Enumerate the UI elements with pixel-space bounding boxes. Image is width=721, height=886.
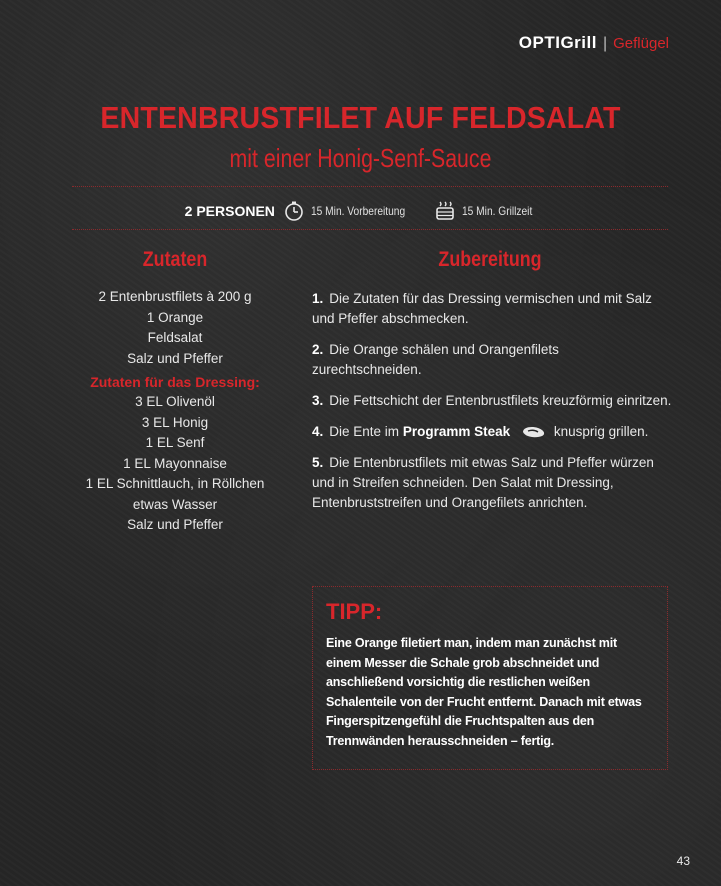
step-3 <box>312 391 672 411</box>
preparation-steps <box>312 289 672 524</box>
step-1 <box>312 289 672 329</box>
tip-title: TIPP: <box>326 599 383 624</box>
prep-time: 15 Min. Vorbereitung <box>310 204 406 218</box>
step-text: Die Fettschicht der Entenbrustfilets kreuzförmig einritzen. <box>329 393 672 408</box>
brand-separator: | <box>602 35 608 52</box>
ingredient-item: 1 Orange <box>146 309 204 325</box>
page-number: 43 <box>676 854 690 868</box>
tip-text: Eine Orange filetiert man, indem man zunächst mit einem Messer die Schale grob abschneidet und anschließend vorsichtig die restlichen weißen Schalenteile von der Frucht entfernt. Danach mit etwas Fingerspitzengefühl die Fruchtspalten aus den Trennwänden herausschneiden – fertig. <box>326 636 642 748</box>
step-number: 4. <box>312 424 324 439</box>
step-text-before: Die Ente im <box>329 424 400 439</box>
step-5 <box>312 453 672 513</box>
divider-top <box>72 186 668 187</box>
divider-bottom <box>72 229 668 230</box>
dressing-item: 1 EL Schnittlauch, in Röllchen <box>85 476 265 491</box>
step-text: Die Entenbrustfilets mit etwas Salz und Pfeffer würzen und in Streifen schneiden. Den Salat mit Dressing, Entenbruststreifen und Orangefilets anrichten. <box>312 455 654 510</box>
step-number: 5. <box>312 455 324 470</box>
step-number: 3. <box>312 393 324 408</box>
recipe-subtitle: mit einer Honig-Senf-Sauce <box>229 143 492 173</box>
ingredients-list <box>60 287 290 536</box>
step-2 <box>312 340 672 380</box>
ingredient-item: 2 Entenbrustfilets à 200 g <box>98 289 252 304</box>
program-name: Programm Steak <box>402 424 511 439</box>
recipe-title: ENTENBRUSTFILET AUF FELDSALAT <box>100 100 621 135</box>
dressing-item: 1 EL Mayonnaise <box>123 455 227 471</box>
dressing-item: Salz und Pfeffer <box>127 517 223 532</box>
step-4 <box>312 422 672 442</box>
timer-icon <box>283 200 305 222</box>
dressing-item: 1 EL Senf <box>145 435 205 450</box>
ingredient-item: Salz und Pfeffer <box>127 350 223 366</box>
dressing-item: 3 EL Olivenöl <box>135 394 215 409</box>
ingredient-item: Feldsalat <box>147 330 203 345</box>
dressing-item: etwas Wasser <box>132 496 218 512</box>
step-number: 1. <box>312 291 324 306</box>
tip-box <box>312 586 668 770</box>
ingredients-heading: Zutaten <box>142 248 208 271</box>
step-text-after: knusprig grillen. <box>553 424 649 439</box>
brand-logo: OPTIGrill <box>518 33 597 52</box>
step-text: Die Zutaten für das Dressing vermischen und mit Salz und Pfeffer abschmecken. <box>312 291 652 326</box>
grill-icon <box>434 200 456 222</box>
step-text: Die Orange schälen und Orangenfilets zurechtschneiden. <box>312 342 559 377</box>
preparation-heading: Zubereitung <box>438 248 542 271</box>
recipe-meta <box>0 200 721 222</box>
brand-header <box>519 33 669 53</box>
steak-icon <box>520 425 548 439</box>
grill-time: 15 Min. Grillzeit <box>461 204 532 218</box>
servings-label: 2 PERSONEN <box>184 203 275 219</box>
category-label: Geflügel <box>613 35 669 52</box>
dressing-heading: Zutaten für das Dressing: <box>90 374 260 390</box>
dressing-item: 3 EL Honig <box>141 414 209 430</box>
step-number: 2. <box>312 342 324 357</box>
